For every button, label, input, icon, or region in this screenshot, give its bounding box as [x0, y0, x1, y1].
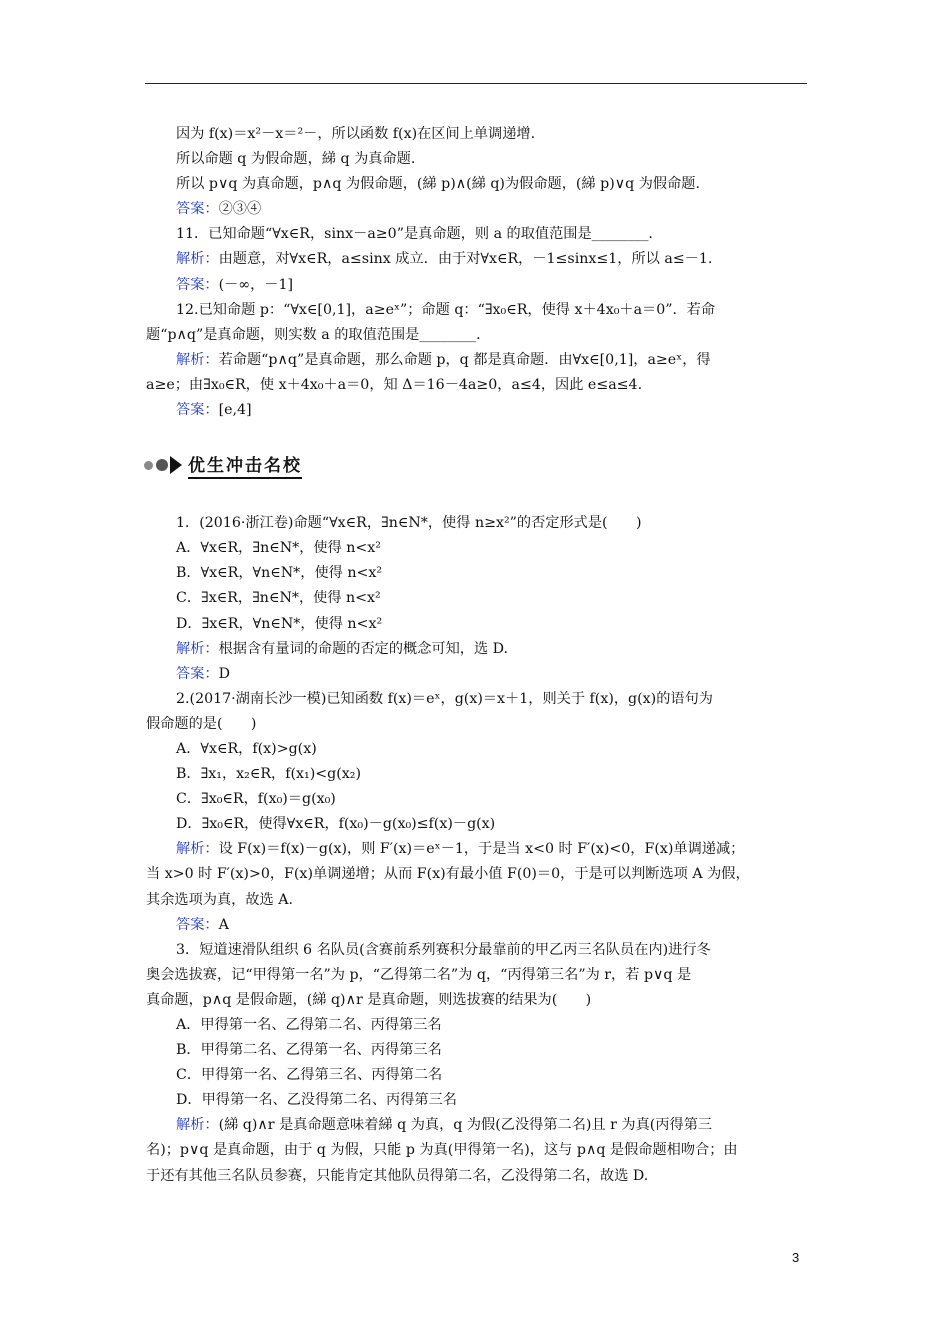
text-line	[146, 988, 808, 1013]
line-text: B．∃x₁，x₂∈R，f(x₁)<g(x₂)	[176, 766, 361, 783]
line-text: [e,4]	[218, 402, 252, 419]
line-text: 若命题“p∧q”是真命题，那么命题 p，q 都是真命题．由∀x∈[0,1]，a≥eˣ，得	[218, 351, 711, 368]
text-line	[146, 837, 808, 862]
text-line	[146, 222, 808, 247]
text-line	[146, 637, 808, 662]
text-line	[146, 862, 808, 887]
line-text: 所以命题 q 为假命题，綈 q 为真命题.	[176, 151, 416, 168]
text-line	[146, 1113, 808, 1138]
text-line	[146, 247, 808, 272]
answer-label: 解析：	[176, 251, 219, 268]
line-text: D．∃x₀∈R，使得∀x∈R，f(x₀)－g(x₀)≤f(x)－g(x)	[176, 816, 496, 833]
answer-label: 解析：	[176, 640, 219, 657]
line-text: C．∃x∈R，∃n∈N*，使得 n<x²	[176, 590, 381, 607]
answer-label: 解析：	[176, 1117, 219, 1134]
line-text: 真命题，p∧q 是假命题，(綈 q)∧r 是真命题，则选拔赛的结果为( )	[146, 991, 592, 1008]
line-text: 题“p∧q”是真命题，则实数 a 的取值范围是________.	[146, 326, 481, 343]
line-text: 2.(2017·湖南长沙一模)已知函数 f(x)＝eˣ，g(x)＝x＋1，则关于 f(x)，g(x)的语句为	[176, 690, 713, 707]
text-line	[146, 323, 808, 348]
line-text: 奥会选拔赛，记“甲得第一名”为 p，“乙得第二名”为 q，“丙得第三名”为 r，若 p∨q 是	[146, 966, 692, 983]
text-line	[146, 122, 808, 147]
solutions-block	[146, 122, 808, 423]
line-text: A．∀x∈R，f(x)>g(x)	[176, 740, 317, 757]
answer-label: 答案：	[176, 276, 219, 293]
line-text: 1．(2016·浙江卷)命题“∀x∈R，∃n∈N*，使得 n≥x²”的否定形式是( )	[176, 515, 642, 532]
line-text: a≥e；由∃x₀∈R，使 x＋4x₀＋a＝0，知 Δ＝16－4a≥0，a≤4，因此 e≤a≤4.	[146, 376, 643, 393]
answer-label: 解析：	[176, 351, 219, 368]
header-rule	[145, 83, 807, 84]
text-line	[146, 172, 808, 197]
text-line	[146, 938, 808, 963]
line-text: A	[218, 916, 229, 933]
line-text: 根据含有量词的命题的否定的概念可知，选 D.	[218, 640, 509, 657]
text-line	[146, 298, 808, 323]
text-line	[146, 687, 808, 712]
answer-label: 答案：	[176, 402, 219, 419]
text-line	[146, 586, 808, 611]
text-line	[146, 762, 808, 787]
line-text: A．甲得第一名、乙得第二名、丙得第三名	[176, 1017, 442, 1033]
line-text: 其余选项为真，故选 A.	[146, 891, 293, 908]
text-line	[146, 812, 808, 837]
text-line	[146, 1038, 808, 1063]
text-line	[146, 1164, 808, 1189]
text-line	[146, 398, 808, 423]
line-text: B．∀x∈R，∀n∈N*，使得 n<x²	[176, 565, 383, 582]
line-text: D．∃x∈R，∀n∈N*，使得 n<x²	[176, 615, 383, 632]
line-text: 设 F(x)＝f(x)－g(x)，则 F′(x)＝eˣ－1，于是当 x<0 时 F′(x)<0，F(x)单调递减；	[218, 841, 745, 858]
text-line	[146, 963, 808, 988]
text-line	[146, 712, 808, 737]
page-number: 3	[792, 1250, 800, 1265]
text-line	[146, 787, 808, 812]
text-line	[146, 348, 808, 373]
answer-label: 答案：	[176, 916, 219, 933]
text-line	[146, 1138, 808, 1163]
bullet-dot-icon	[156, 459, 168, 471]
text-line	[146, 888, 808, 913]
line-text: (綈 q)∧r 是真命题意味着綈 q 为真，q 为假(乙没得第二名)且 r 为真(丙得第三	[218, 1117, 713, 1134]
line-text: C．∃x₀∈R，f(x₀)＝g(x₀)	[176, 791, 336, 808]
line-text: 当 x>0 时 F′(x)>0，F(x)单调递增；从而 F(x)有最小值 F(0)＝0，于是可以判断选项 A 为假，	[146, 866, 750, 883]
line-text: 名)；p∨q 是真命题，由于 q 为假，只能 p 为真(甲得第一名)，这与 p∧q 是假命题相吻合；由	[146, 1142, 738, 1159]
line-text: 由题意，对∀x∈R，a≤sinx 成立．由于对∀x∈R，－1≤sinx≤1，所以 a≤－1.	[218, 251, 713, 268]
section-title: 优生冲击名校	[188, 451, 302, 479]
answer-label: 解析：	[176, 841, 219, 858]
line-text: 3．短道速滑队组织 6 名队员(含赛前系列赛积分最靠前的甲乙丙三名队员在内)进行冬	[176, 941, 711, 958]
page-content	[146, 122, 808, 1189]
section-header	[144, 450, 808, 480]
line-text: 假命题的是( )	[146, 715, 257, 732]
line-text: B．甲得第二名、乙得第一名、丙得第三名	[176, 1042, 442, 1059]
text-line	[146, 561, 808, 586]
answer-label: 答案：	[176, 201, 219, 218]
text-line	[146, 662, 808, 687]
line-text: ②③④	[218, 201, 262, 218]
text-line	[146, 373, 808, 398]
line-text: D	[218, 665, 230, 682]
text-line	[146, 1088, 808, 1113]
answer-label: 答案：	[176, 665, 219, 682]
line-text: 所以 p∨q 为真命题，p∧q 为假命题，(綈 p)∧(綈 q)为假命题，(綈 p)∨q 为假命题.	[176, 176, 700, 193]
line-text: C．甲得第一名、乙得第三名、丙得第二名	[176, 1067, 443, 1084]
text-line	[146, 737, 808, 762]
text-line	[146, 1063, 808, 1088]
line-text: 12.已知命题 p：“∀x∈[0,1]，a≥eˣ”；命题 q：“∃x₀∈R，使得 x＋4x₀＋a＝0”．若命	[176, 301, 716, 318]
text-line	[146, 273, 808, 298]
line-text: A．∀x∈R，∃n∈N*，使得 n<x²	[176, 540, 381, 557]
text-line	[146, 511, 808, 536]
line-text: 因为 f(x)＝x²－x＝²－，所以函数 f(x)在区间上单调递增.	[176, 126, 536, 142]
text-line	[146, 612, 808, 637]
text-line	[146, 197, 808, 222]
exercises-block	[146, 511, 808, 1189]
text-line	[146, 913, 808, 938]
line-text: (－∞，－1]	[218, 276, 294, 293]
arrow-right-icon	[170, 456, 182, 474]
line-text: 于还有其他三名队员参赛，只能肯定其他队员得第二名，乙没得第二名，故选 D.	[146, 1167, 649, 1184]
text-line	[146, 536, 808, 561]
line-text: 11．已知命题“∀x∈R，sinx－a≥0”是真命题，则 a 的取值范围是________.	[176, 226, 653, 243]
bullet-dot-icon	[144, 461, 153, 470]
text-line	[146, 1013, 808, 1038]
line-text: D．甲得第一名、乙没得第二名、丙得第三名	[176, 1092, 457, 1109]
text-line	[146, 147, 808, 172]
